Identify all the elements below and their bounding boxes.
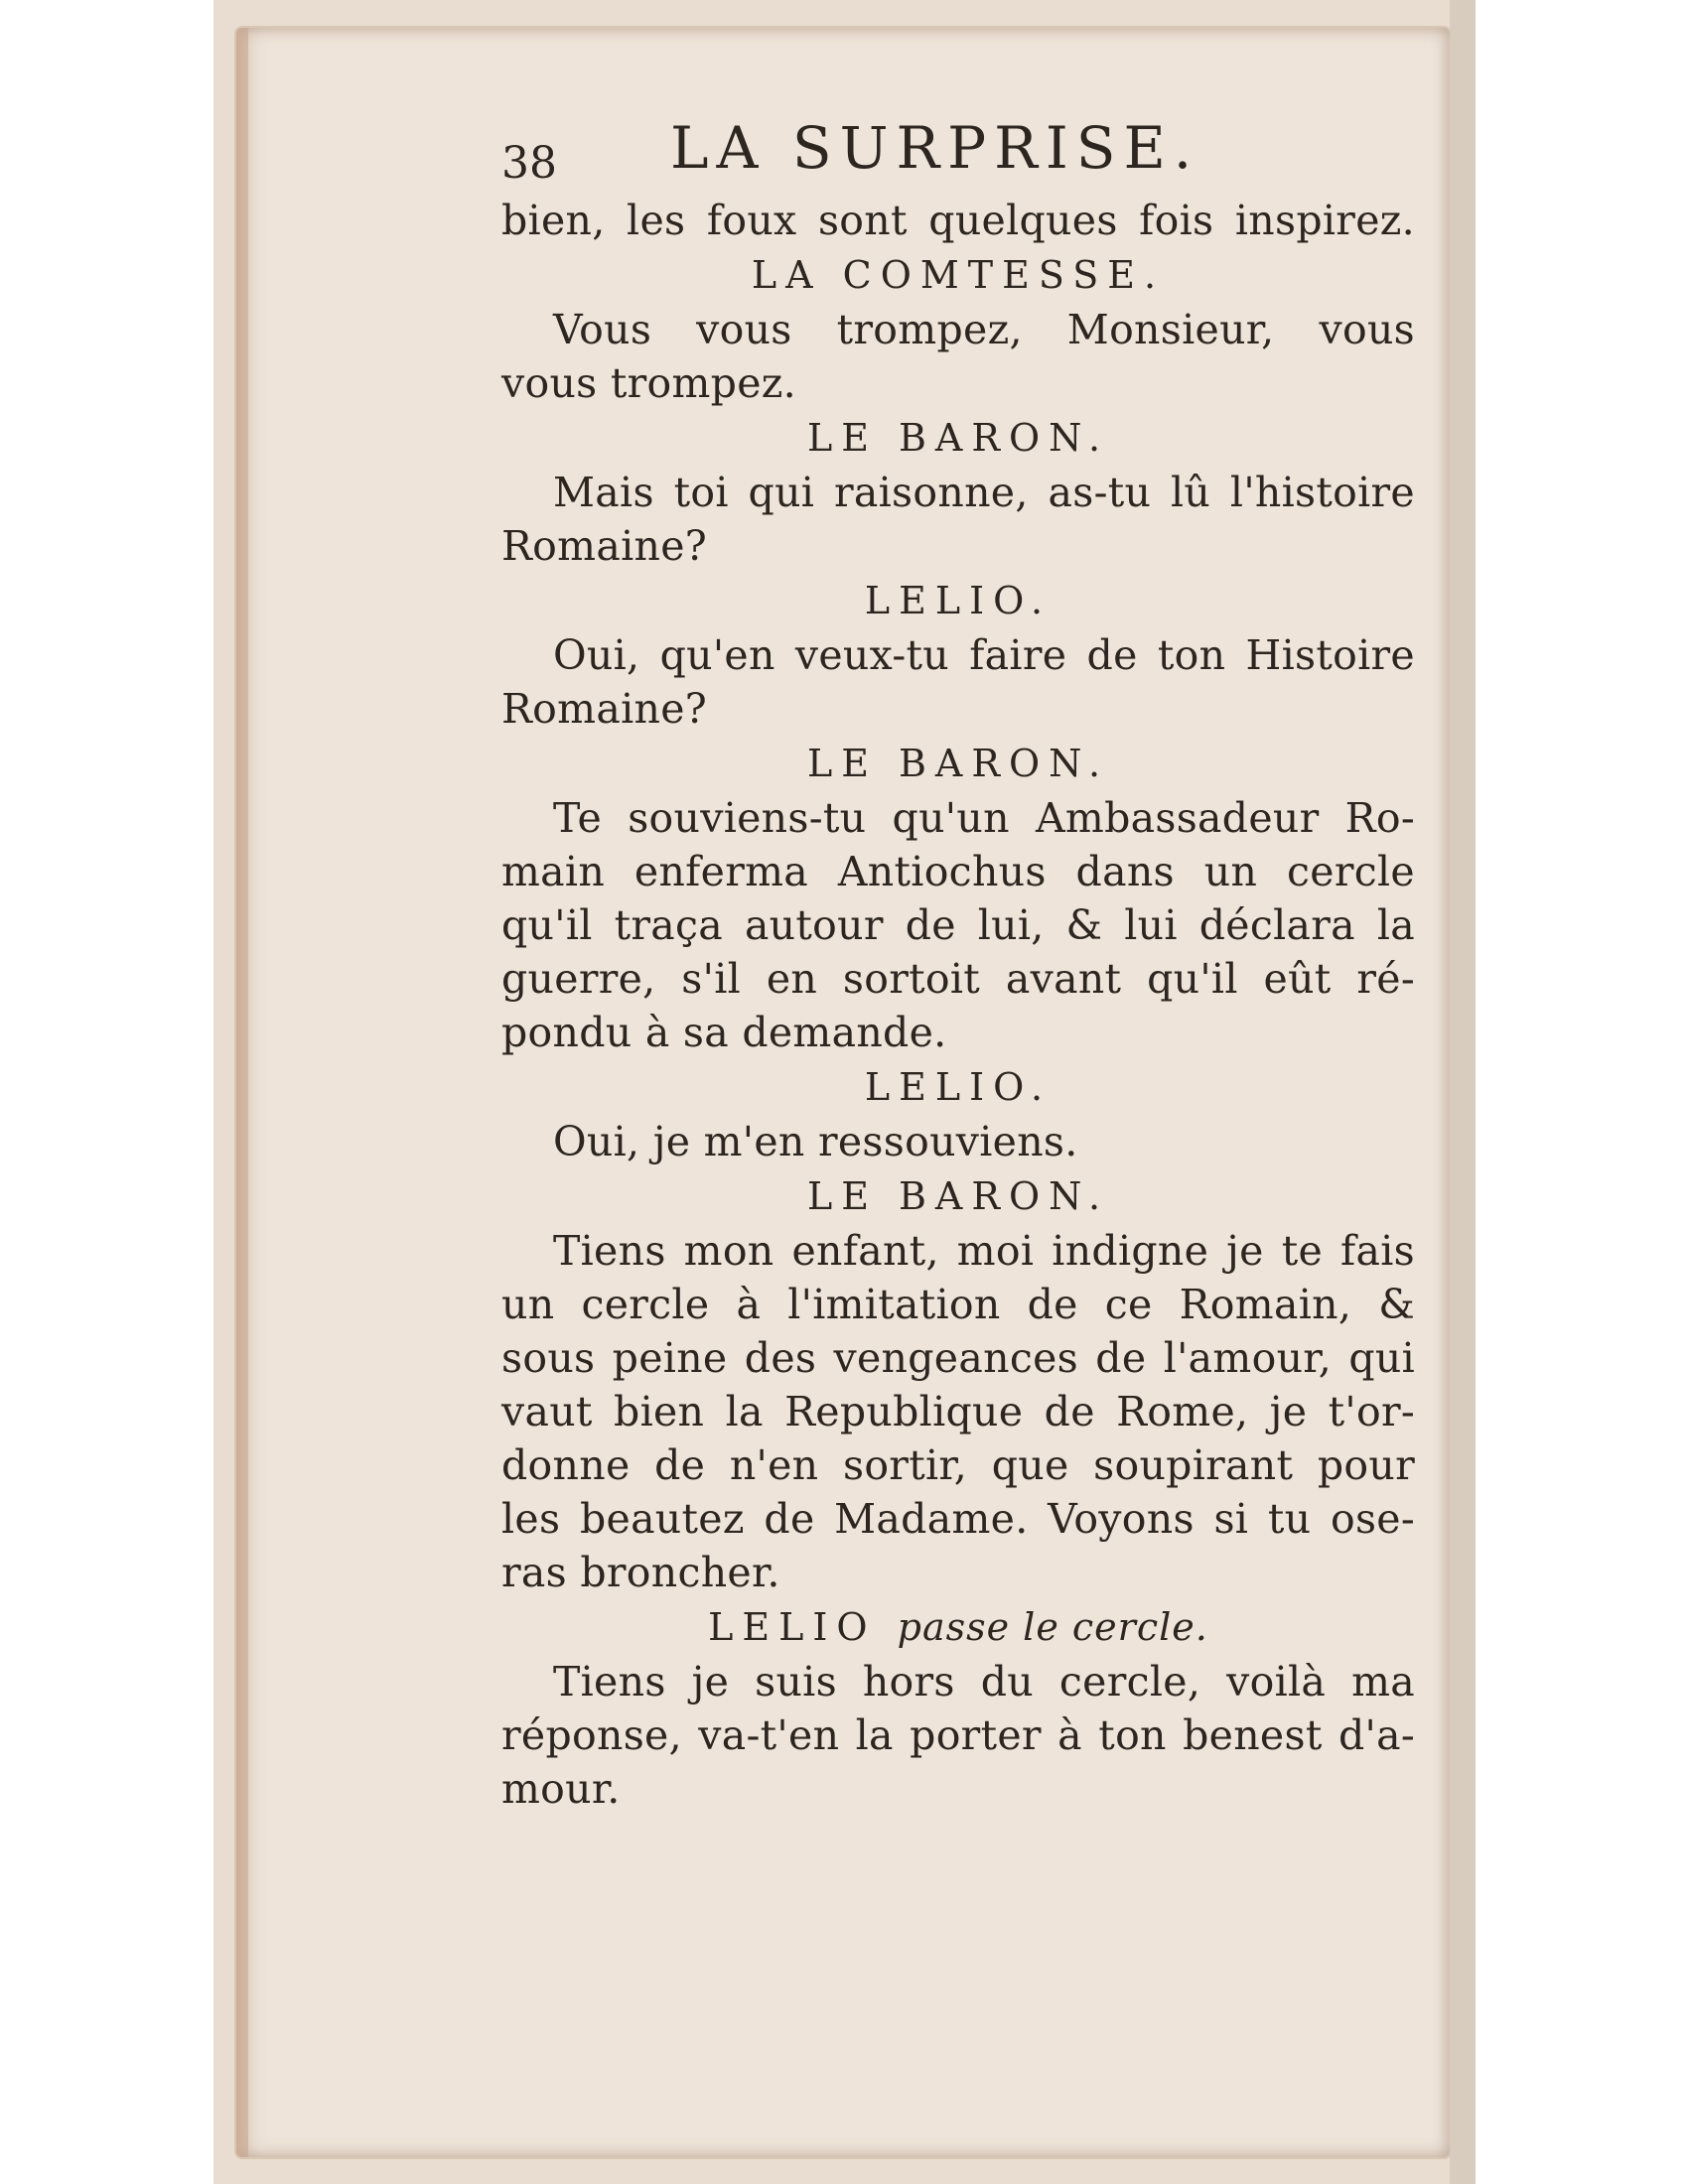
page-number: 38: [501, 138, 557, 189]
text-line: qu'il traça autour de lui, & lui déclara la: [501, 901, 1415, 949]
text-line: Tiens je suis hors du cercle, voilà ma: [553, 1658, 1415, 1706]
text-line: Mais toi qui raisonne, as-tu lû l'histoire: [553, 469, 1415, 516]
text-line: un cercle à l'imitation de ce Romain, &: [501, 1281, 1415, 1328]
text-line: bien, les foux sont quelques fois inspirez.: [501, 197, 1415, 244]
text-line: donne de n'en sortir, que soupirant pour: [501, 1441, 1415, 1489]
text-line: Vous vous trompez, Monsieur, vous: [553, 306, 1415, 353]
text-line: vous trompez.: [501, 359, 797, 407]
text-line: sous peine des vengeances de l'amour, qui: [501, 1334, 1415, 1382]
text-line: ras broncher.: [501, 1549, 780, 1596]
text-line: mour.: [501, 1765, 621, 1813]
page-gutter: [236, 28, 248, 2157]
text-line: réponse, va-t'en la porter à ton benest d'a-: [501, 1711, 1415, 1759]
text-line: vaut bien la Republique de Rome, je t'or-: [501, 1388, 1415, 1435]
speaker-heading: LELIO.: [864, 579, 1053, 622]
stage-direction: passe le cercle.: [897, 1605, 1208, 1649]
text-line: Romaine?: [501, 522, 708, 570]
text-line: main enferma Antiochus dans un cercle: [501, 848, 1415, 895]
text-line: Tiens mon enfant, moi indigne je te fais: [553, 1227, 1415, 1275]
speaker-heading: LA COMTESSE.: [751, 253, 1166, 297]
speaker-heading: LE BARON.: [806, 416, 1110, 460]
running-head: [501, 114, 1415, 194]
speaker-heading: LE BARON.: [806, 1174, 1110, 1218]
page-edge: [1450, 0, 1476, 2184]
text-line: Oui, qu'en veux-tu faire de ton Histoire: [553, 631, 1415, 679]
page-text: [501, 114, 1415, 1816]
text-line: pondu à sa demande.: [501, 1009, 947, 1056]
text-line: Romaine?: [501, 685, 708, 733]
speaker-name: LELIO: [708, 1605, 877, 1649]
text-line: Te souviens-tu qu'un Ambassadeur Ro-: [553, 794, 1415, 842]
speaker-heading: LELIO.: [864, 1065, 1053, 1109]
text-line: les beautez de Madame. Voyons si tu ose-: [501, 1495, 1415, 1543]
speaker-heading: LE BARON.: [806, 742, 1110, 785]
text-line: guerre, s'il en sortoit avant qu'il eût ré-: [501, 955, 1415, 1003]
text-line: Oui, je m'en ressouviens.: [553, 1118, 1078, 1165]
speaker-heading: [501, 1599, 1415, 1655]
running-title: LA SURPRISE.: [670, 114, 1200, 182]
